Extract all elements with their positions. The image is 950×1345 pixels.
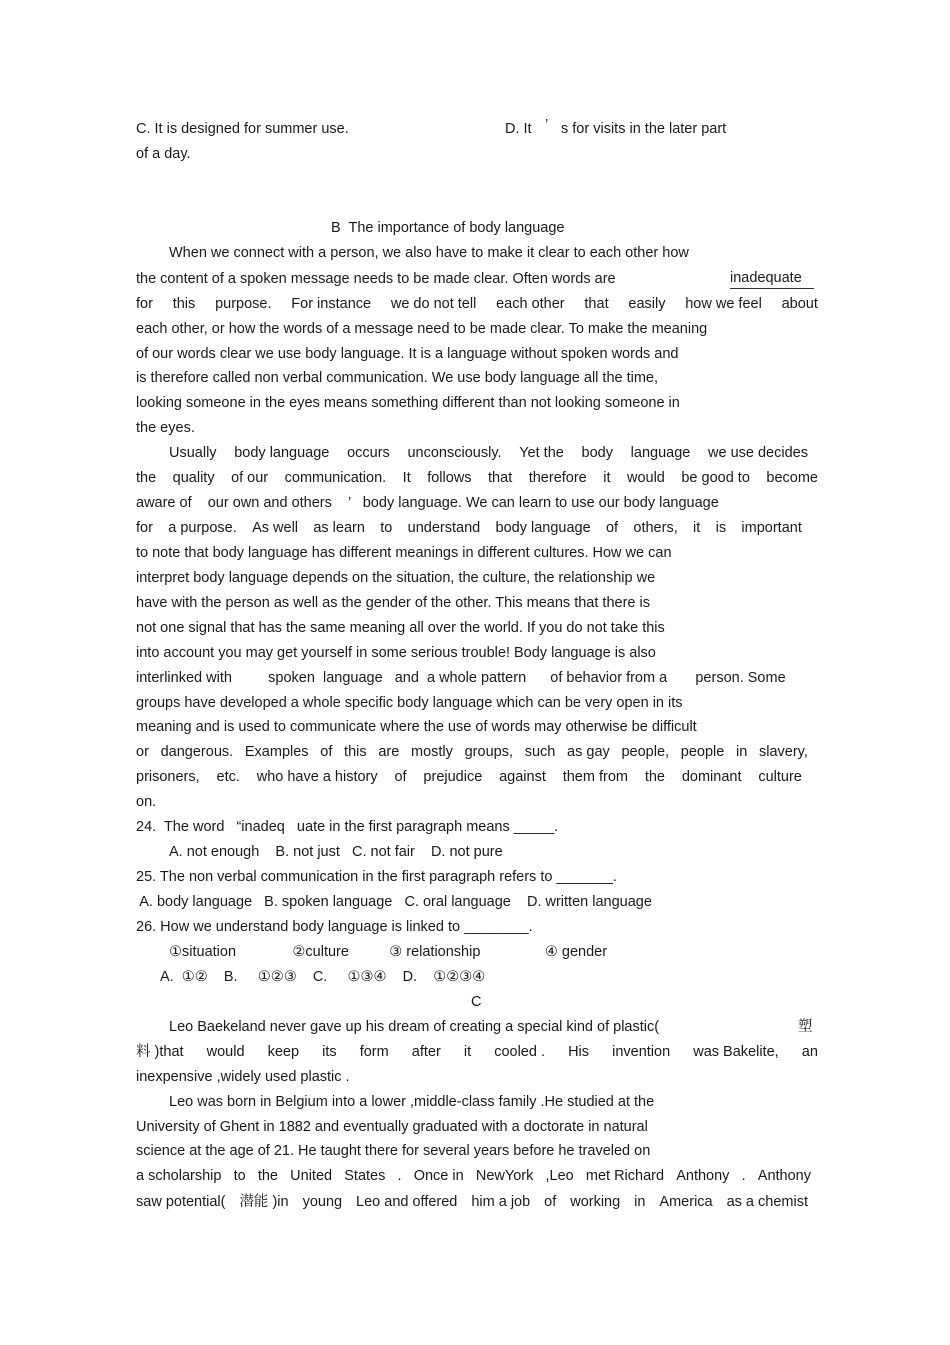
word-segment: of [320, 744, 333, 760]
word-segment: that [584, 296, 609, 312]
word-segment: the [644, 769, 665, 785]
passage-b-line: the content of a spoken message needs to be made clear. Often words are [136, 271, 616, 287]
word-segment: His [568, 1044, 590, 1060]
word-segment: of [544, 1194, 557, 1210]
word-segment: to [380, 520, 393, 536]
word-segment: it [463, 1044, 472, 1060]
word-segment: communication. [284, 470, 387, 486]
passage-b-line: into account you may get yourself in some serious trouble! Body language is also [136, 645, 656, 661]
word-segment: as gay [567, 744, 610, 760]
word-segment: groups, [464, 744, 513, 760]
passage-b-heading: B The importance of body language [331, 220, 565, 236]
passage-c-line [136, 1192, 808, 1212]
word-segment: dangerous. [160, 744, 234, 760]
word-segment: follows [427, 470, 472, 486]
option-d-apostrophe: ’ [545, 117, 549, 133]
passage-c-line: Leo was born in Belgium into a lower ,middle-class family .He studied at the [169, 1094, 655, 1110]
word-segment: are [378, 744, 400, 760]
word-segment: is [715, 520, 727, 536]
passage-b-line [136, 468, 818, 488]
word-segment: to [233, 1168, 246, 1184]
word-segment: the [257, 1168, 279, 1184]
word-segment: language [630, 445, 691, 461]
passage-b-line: on. [136, 794, 157, 810]
word-segment: 潜能 )in [239, 1194, 289, 1210]
word-segment: we use decides [708, 445, 808, 461]
passage-b-line: meaning and is used to communicate where the use of words may otherwise be difficult [136, 719, 697, 735]
word-segment: was Bakelite, [693, 1044, 779, 1060]
passage-b-line: the eyes. [136, 420, 195, 436]
word-segment: body language [495, 520, 591, 536]
word-segment: would [206, 1044, 245, 1060]
word-segment: important [741, 520, 802, 536]
passage-c-line: University of Ghent in 1882 and eventually graduated with a doctorate in natural [136, 1119, 648, 1135]
question-24-options: A. not enough B. not just C. not fair D. not pure [169, 844, 503, 860]
word-segment: after [411, 1044, 441, 1060]
word-segment: Yet the [519, 445, 564, 461]
word-segment: etc. [216, 769, 240, 785]
word-segment: for [136, 296, 153, 312]
word-segment: this [172, 296, 196, 312]
word-segment: its [322, 1044, 337, 1060]
word-segment: NewYork [475, 1168, 534, 1184]
passage-c-cjk: 塑 [798, 1019, 813, 1035]
word-segment: form [359, 1044, 389, 1060]
word-segment: prejudice [423, 769, 483, 785]
question-26-options: A. ①② B. ①②③ C. ①③④ D. ①②③④ [160, 969, 486, 985]
word-segment: him a job [471, 1194, 531, 1210]
question-26: 26. How we understand body language is linked to ________. [136, 919, 533, 935]
word-segment: others, [633, 520, 678, 536]
word-segment: invention [612, 1044, 671, 1060]
word-segment: that [488, 470, 513, 486]
passage-b-line [136, 294, 818, 314]
word-segment: Anthony [757, 1168, 811, 1184]
word-segment: saw potential( [136, 1194, 226, 1210]
option-d-start: D. It [505, 121, 532, 137]
passage-b-line: aware of our own and others ’ body language. We can learn to use our body language [136, 495, 719, 511]
word-segment: Once in [413, 1168, 464, 1184]
word-segment: working [570, 1194, 621, 1210]
passage-b-line: not one signal that has the same meaning all over the world. If you do not take this [136, 620, 665, 636]
option-d-end: s for visits in the later part [561, 121, 727, 137]
word-segment: would [626, 470, 665, 486]
passage-c-heading: C [471, 994, 482, 1010]
word-segment: occurs [347, 445, 390, 461]
word-segment: people, [621, 744, 670, 760]
question-24: 24. The word “inadeq uate in the first paragraph means _____. [136, 819, 559, 835]
word-segment: prisoners, [136, 769, 200, 785]
passage-c-line: science at the age of 21. He taught there for several years before he traveled on [136, 1143, 651, 1159]
word-segment: in [634, 1194, 646, 1210]
word-segment: the [136, 470, 157, 486]
word-segment: ,Leo [545, 1168, 574, 1184]
word-segment: Anthony [676, 1168, 730, 1184]
word-segment: how we feel [685, 296, 762, 312]
word-segment: for [136, 520, 153, 536]
word-segment: it [603, 470, 611, 486]
word-segment: For instance [291, 296, 372, 312]
word-segment: be good to [681, 470, 750, 486]
passage-b-line [136, 742, 808, 762]
option-c: C. It is designed for summer use. [136, 121, 349, 137]
word-segment: therefore [528, 470, 587, 486]
word-segment: 料 )that [136, 1044, 184, 1060]
word-segment: met Richard [585, 1168, 665, 1184]
word-segment: keep [267, 1044, 300, 1060]
passage-b-line: is therefore called non verbal communication. We use body language all the time, [136, 370, 659, 386]
passage-b-line: interlinked with spoken language and a whole pattern of behavior from a person. Some [136, 670, 786, 686]
word-segment: understand [407, 520, 481, 536]
word-segment: mostly [411, 744, 453, 760]
word-segment: about [781, 296, 818, 312]
passage-c-line: Leo Baekeland never gave up his dream of creating a special kind of plastic( [169, 1019, 660, 1035]
word-segment: of our [231, 470, 269, 486]
word-segment: slavery, [759, 744, 808, 760]
passage-b-line [169, 443, 808, 463]
word-segment: it [693, 520, 701, 536]
word-segment: Examples [244, 744, 309, 760]
word-segment: Usually [169, 445, 217, 461]
underlined-word-inadequate: inadequate [730, 268, 814, 289]
passage-b-line: When we connect with a person, we also have to make it clear to each other how [169, 245, 689, 261]
passage-b-line [136, 518, 802, 538]
word-segment: body language [234, 445, 330, 461]
word-segment: in [736, 744, 748, 760]
passage-b-line: of our words clear we use body language. It is a language without spoken words and [136, 346, 679, 362]
word-segment: people [680, 744, 725, 760]
word-segment: States [344, 1168, 386, 1184]
word-segment: a purpose. [168, 520, 237, 536]
passage-c-line [136, 1042, 818, 1062]
question-26-items: ①situation ②culture ③ relationship ④ gender [169, 944, 608, 960]
word-segment: As well [252, 520, 299, 536]
passage-b-line: interpret body language depends on the situation, the culture, the relationship we [136, 570, 656, 586]
word-segment: body [581, 445, 613, 461]
word-segment: dominant [681, 769, 742, 785]
word-segment: America [659, 1194, 713, 1210]
word-segment: purpose. [215, 296, 272, 312]
word-segment: culture [758, 769, 802, 785]
word-segment: this [344, 744, 367, 760]
word-segment: young [302, 1194, 343, 1210]
word-segment: against [499, 769, 546, 785]
word-segment: of [394, 769, 407, 785]
word-segment: United [290, 1168, 333, 1184]
passage-b-line: have with the person as well as the gender of the other. This means that there is [136, 595, 650, 611]
word-segment: Leo and offered [356, 1194, 458, 1210]
option-d-continued: of a day. [136, 146, 191, 162]
passage-b-line: to note that body language has different meanings in different cultures. How we can [136, 545, 672, 561]
word-segment: cooled . [494, 1044, 545, 1060]
word-segment: who have a history [256, 769, 378, 785]
question-25-options: A. body language B. spoken language C. oral language D. written language [136, 894, 652, 910]
word-segment: we do not tell [390, 296, 477, 312]
word-segment: become [766, 470, 818, 486]
word-segment: such [524, 744, 556, 760]
word-segment: of [605, 520, 619, 536]
word-segment: them from [562, 769, 628, 785]
passage-c-line: inexpensive ,widely used plastic . [136, 1069, 350, 1085]
word-segment: as learn [313, 520, 365, 536]
question-25: 25. The non verbal communication in the first paragraph refers to _______. [136, 869, 617, 885]
word-segment: easily [628, 296, 666, 312]
word-segment: an [801, 1044, 818, 1060]
word-segment: quality [172, 470, 215, 486]
passage-c-line [136, 1166, 811, 1186]
word-segment: each other [496, 296, 565, 312]
word-segment: unconsciously. [407, 445, 502, 461]
word-segment: a scholarship [136, 1168, 222, 1184]
word-segment: . [397, 1168, 402, 1184]
word-segment: as a chemist [726, 1194, 808, 1210]
word-segment: It [402, 470, 411, 486]
passage-b-line: looking someone in the eyes means something different than not looking someone in [136, 395, 680, 411]
word-segment: . [741, 1168, 746, 1184]
word-segment: or [136, 744, 149, 760]
passage-b-line: each other, or how the words of a message need to be made clear. To make the meaning [136, 321, 708, 337]
passage-b-line [136, 767, 802, 787]
passage-b-line: groups have developed a whole specific body language which can be very open in its [136, 695, 683, 711]
